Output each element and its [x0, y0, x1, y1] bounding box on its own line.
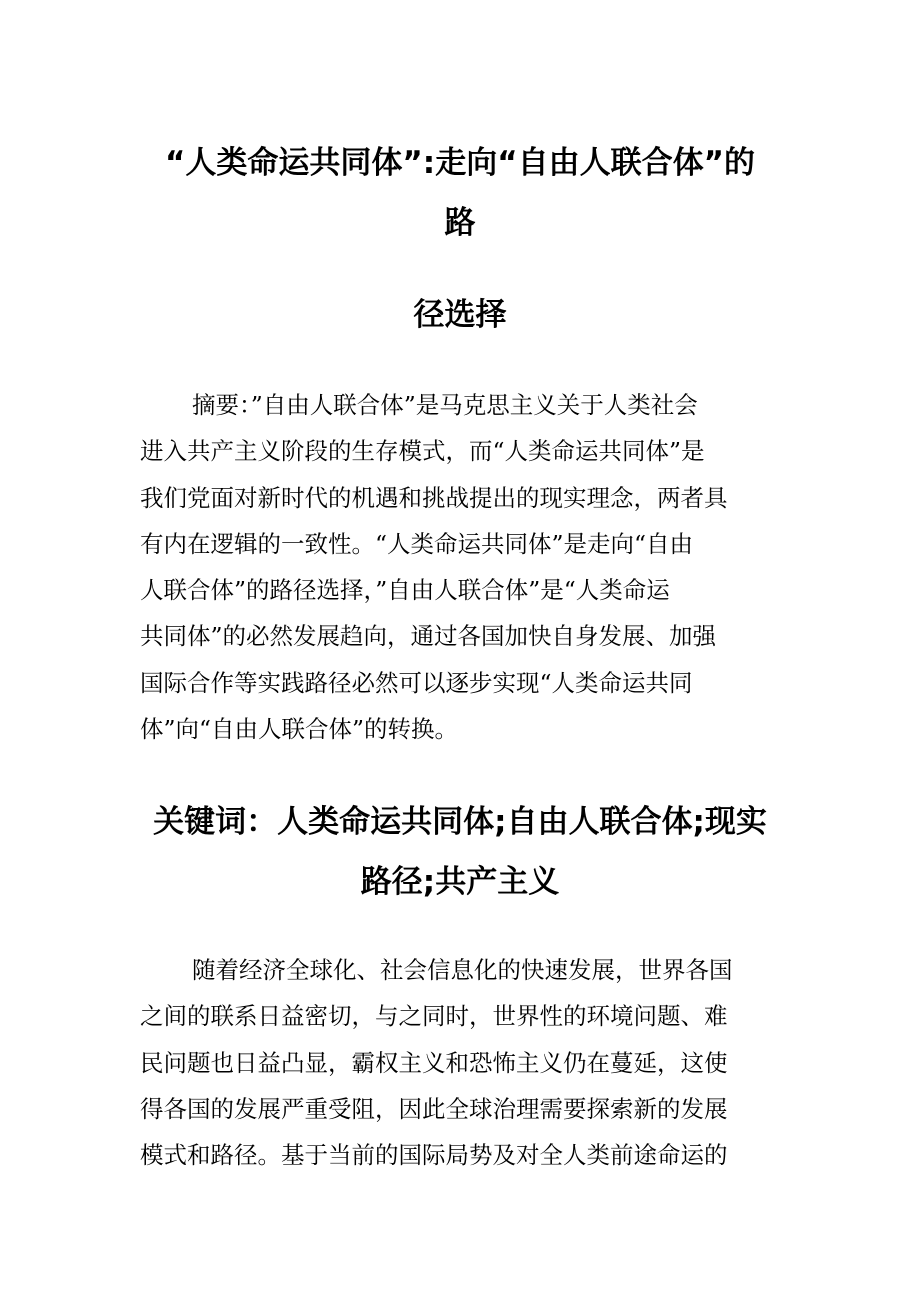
body-paragraph: [140, 947, 760, 1178]
abstract-line: 人联合体”的路径选择，”自由人联合体”是“人类命运: [140, 576, 670, 605]
keywords-line-1: 关键词：人类命运共同体;自由人联合体;现实: [153, 804, 767, 840]
abstract-line: 我们党面对新时代的机遇和挑战提出的现实理念，两者具: [140, 483, 728, 512]
body-line: 随着经济全球化、社会信息化的快速发展，世界各国: [192, 956, 733, 984]
body-line: 得各国的发展严重受阻，因此全球治理需要探索新的发展: [140, 1094, 728, 1123]
abstract-line: 国际合作等实践路径必然可以逐步实现“人类命运共同: [140, 668, 693, 697]
abstract-line: 进入共产主义阶段的生存模式，而“人类命运共同体”是: [140, 437, 705, 466]
title-line-2: 路: [444, 205, 476, 241]
keywords-line-2: 路径;共产主义: [360, 864, 560, 900]
body-line: 之间的联系日益密切，与之同时，世界性的环境问题、难: [140, 1002, 728, 1031]
abstract-line: 体”向“自由人联合体”的转换。: [140, 715, 459, 744]
abstract-paragraph: [140, 382, 760, 752]
body-line: 民问题也日益凸显，霸权主义和恐怖主义仍在蔓延，这使: [140, 1048, 728, 1077]
title-line-1: “人类命运共同体”:走向“自由人联合体”的: [165, 145, 755, 181]
title-line-3: 径选择: [413, 297, 507, 333]
body-line: 模式和路径。基于当前的国际局势及对全人类前途命运的: [140, 1141, 728, 1170]
abstract-line: 有内在逻辑的一致性。“人类命运共同体”是走向“自由: [140, 529, 694, 558]
abstract-line: 摘要：”自由人联合体”是马克思主义关于人类社会: [192, 391, 698, 419]
abstract-line: 共同体”的必然发展趋向，通过各国加快自身发展、加强: [140, 622, 717, 651]
